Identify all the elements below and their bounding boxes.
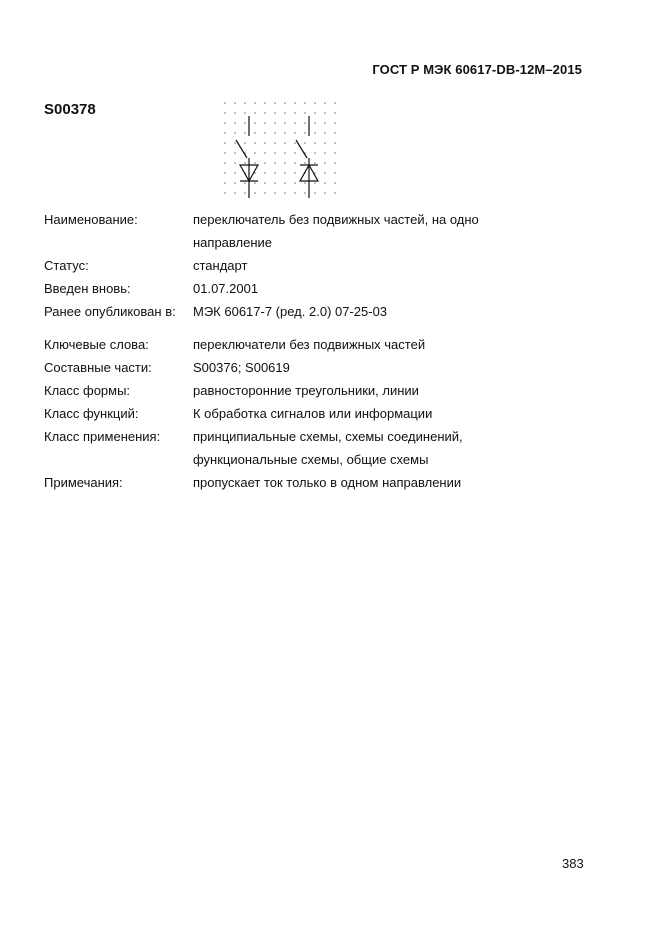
property-label: Ранее опубликован в: [44,304,176,319]
page-number: 383 [562,856,584,871]
property-value: S00376; S00619 [193,360,290,375]
property-row [44,471,523,494]
properties-group-classification [44,333,523,494]
property-row [44,254,523,277]
property-label: Класс формы: [44,383,131,398]
property-value: переключатель без подвижных частей, на одно [193,212,479,227]
property-row [44,379,523,402]
property-value: направление [193,235,273,250]
symbol-code: S00378 [44,101,96,118]
property-label: Наименование: [44,212,138,227]
property-row [44,425,523,448]
property-row [44,402,523,425]
property-value: пропускает ток только в одном направлении [193,475,462,490]
property-row [44,208,523,231]
property-value: стандарт [193,258,248,273]
property-label [44,231,193,254]
property-label: Введен вновь: [44,281,131,296]
property-row [44,448,523,471]
property-row [44,300,523,323]
property-value: МЭК 60617-7 (ред. 2.0) 07-25-03 [193,304,388,319]
property-label: Ключевые слова: [44,337,149,352]
property-value: переключатели без подвижных частей [193,337,426,352]
property-value: принципиальные схемы, схемы соединений, [193,429,463,444]
property-row [44,277,523,300]
properties-group-main [44,208,523,323]
property-value: равносторонние треугольники, линии [193,383,419,398]
property-label: Класс применения: [44,429,161,444]
property-row [44,356,523,379]
property-value: К обработка сигналов или информации [193,406,433,421]
properties-table [44,208,523,494]
property-label: Класс функций: [44,406,139,421]
property-row [44,333,523,356]
property-value: функциональные схемы, общие схемы [193,452,429,467]
property-label: Составные части: [44,360,152,375]
property-label: Статус: [44,258,89,273]
property-label: Примечания: [44,475,123,490]
two-switches-with-diodes-symbol-icon [220,98,340,206]
property-label [44,448,193,471]
property-value: 01.07.2001 [193,281,259,296]
property-row [44,231,523,254]
standard-header: ГОСТ Р МЭК 60617-DB-12M–2015 [372,62,582,77]
